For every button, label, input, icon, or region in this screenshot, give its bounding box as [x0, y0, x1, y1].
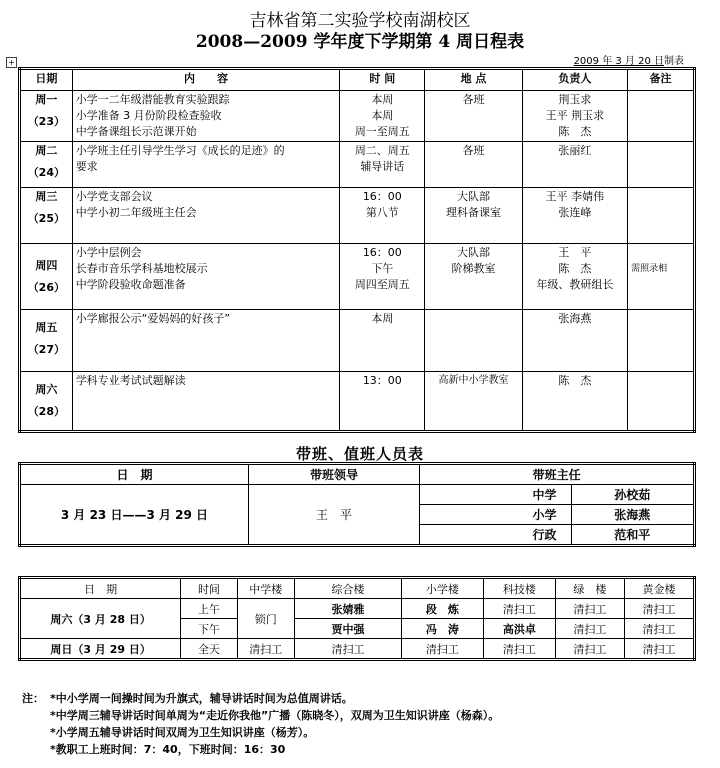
- day-label: 周二: [35, 144, 58, 157]
- content-cell: [72, 244, 340, 310]
- cleaning-header-row: [20, 578, 695, 599]
- cleaning-day-label: 周日（3 月 29 日）: [20, 639, 181, 660]
- cleaning-header: 绿 楼: [555, 578, 624, 599]
- note-cell: [628, 188, 695, 244]
- time-cell: [340, 310, 425, 372]
- cleaning-person: 清扫工: [555, 599, 624, 619]
- person-line: 陈 杰: [558, 125, 592, 138]
- schedule-row-fri: [20, 310, 695, 372]
- place-line: 高新中小学教室: [438, 375, 509, 386]
- duty-table-title: 带班、值班人员表: [295, 445, 424, 463]
- header-content: 内 容: [72, 69, 340, 91]
- duty-head-name: 范和平: [571, 525, 694, 546]
- duty-leader: 王 平: [248, 485, 419, 546]
- cleaning-person: 清扫工: [237, 639, 294, 660]
- place-cell: [425, 310, 522, 372]
- cleaning-zhongxue: 锁门: [237, 599, 294, 639]
- cleaning-person: 冯 涛: [402, 619, 484, 639]
- cleaning-header: 日 期: [20, 578, 181, 599]
- content-cell: [72, 91, 340, 142]
- content-cell: [72, 188, 340, 244]
- person-cell: [522, 372, 627, 432]
- duty-header-head: 带班主任: [420, 464, 695, 485]
- person-cell: [522, 310, 627, 372]
- time-line: 第八节: [365, 206, 399, 219]
- cleaning-person: 清扫工: [402, 639, 484, 660]
- time-line: 16：00: [362, 246, 402, 259]
- cleaning-header: 时间: [181, 578, 237, 599]
- schedule-title: 2008—2009 学年度下学期第 4 周日程表: [195, 32, 525, 52]
- day-cell: [20, 372, 73, 432]
- table-anchor-icon[interactable]: +: [6, 57, 17, 68]
- content-line: 小学党支部会议: [75, 190, 153, 203]
- place-line: 理科备课室: [446, 206, 502, 219]
- made-date-line: [574, 52, 684, 67]
- note-item: *教职工上班时间：7：40，下班时间：16：30: [50, 743, 286, 756]
- person-line: 年级、教研组长: [536, 278, 614, 291]
- time-cell: [340, 372, 425, 432]
- person-cell: [522, 142, 627, 188]
- notes-section: [22, 690, 499, 758]
- cleaning-person: 清扫工: [624, 639, 694, 660]
- cleaning-header: 综合楼: [294, 578, 401, 599]
- place-cell: [425, 91, 522, 142]
- cleaning-person: 清扫工: [483, 599, 555, 619]
- duty-dept: 小学: [420, 505, 571, 525]
- content-line: 小学廊报公示“爱妈妈的好孩子”: [75, 312, 231, 325]
- time-line: 辅导讲话: [360, 160, 405, 173]
- duty-header-row: [20, 464, 695, 485]
- day-cell: [20, 244, 73, 310]
- content-line: 中学备课组长示范课开始: [75, 125, 197, 138]
- day-number: （24）: [27, 166, 65, 179]
- person-line: 陈 杰: [558, 374, 592, 387]
- cleaning-time: 上午: [181, 599, 237, 619]
- content-line: 小学准备 3 月份阶段检查验收: [75, 109, 222, 122]
- schedule-row-thu: [20, 244, 695, 310]
- person-cell: [522, 91, 627, 142]
- day-cell: [20, 91, 73, 142]
- duty-row: [20, 485, 695, 505]
- duty-head-name: 孙校茹: [571, 485, 694, 505]
- made-suffix: 制表: [664, 56, 684, 67]
- day-number: （27）: [27, 343, 65, 356]
- cleaning-table: [18, 576, 696, 661]
- made-date: 2009 年 3 月 20 日: [573, 56, 664, 67]
- schedule-row-wed: [20, 188, 695, 244]
- notes-label: 注：: [22, 692, 44, 705]
- time-line: 本周: [371, 312, 394, 325]
- header-date: 日期: [20, 69, 73, 91]
- person-line: 王平 李婧伟: [545, 190, 605, 203]
- person-line: 陈 杰: [558, 262, 592, 275]
- header-person: 负责人: [522, 69, 627, 91]
- day-number: （26）: [27, 281, 65, 294]
- cleaning-person: 清扫工: [624, 619, 694, 639]
- content-line: 小学中层例会: [75, 246, 142, 259]
- person-cell: [522, 244, 627, 310]
- time-cell: [340, 91, 425, 142]
- schedule-row-mon: [20, 91, 695, 142]
- content-line: 长春市音乐学科基地校展示: [75, 262, 208, 275]
- cleaning-row-sun: [20, 639, 695, 660]
- time-line: 周四至周五: [354, 278, 410, 291]
- place-cell: [425, 142, 522, 188]
- place-cell: [425, 244, 522, 310]
- day-label: 周六: [35, 383, 58, 396]
- cleaning-person: 清扫工: [294, 639, 401, 660]
- content-line: 要求: [75, 160, 98, 173]
- cleaning-time: 全天: [181, 639, 237, 660]
- content-line: 中学阶段验收命题准备: [75, 278, 186, 291]
- day-cell: [20, 142, 73, 188]
- duty-dept: 中学: [420, 485, 571, 505]
- content-cell: [72, 142, 340, 188]
- duty-date-range: 3 月 23 日——3 月 29 日: [20, 485, 249, 546]
- place-line: 大队部: [457, 246, 491, 259]
- place-line: 各班: [462, 93, 485, 106]
- schedule-table: [18, 67, 696, 433]
- content-cell: [72, 372, 340, 432]
- schedule-row-sat: [20, 372, 695, 432]
- note-cell: [628, 91, 695, 142]
- place-line: 阶梯教室: [451, 262, 496, 275]
- day-cell: [20, 188, 73, 244]
- day-number: （28）: [27, 405, 65, 418]
- note-item: *中学周三辅导讲话时间单周为“走近你我他”广播（陈晓冬），双周为卫生知识讲座（杨森）。: [50, 709, 500, 722]
- place-cell: [425, 372, 522, 432]
- cleaning-person: 张婧雅: [294, 599, 401, 619]
- place-line: 大队部: [457, 190, 491, 203]
- header-place: 地 点: [425, 69, 522, 91]
- day-label: 周一: [35, 93, 58, 106]
- place-cell: [425, 188, 522, 244]
- time-line: 13：00: [362, 374, 402, 387]
- person-line: 王平 荆玉求: [545, 109, 605, 122]
- cleaning-header: 科技楼: [483, 578, 555, 599]
- duty-table: [18, 462, 696, 547]
- content-cell: [72, 310, 340, 372]
- cleaning-person: 高洪卓: [483, 619, 555, 639]
- day-label: 周四: [35, 259, 58, 272]
- note-cell: [628, 142, 695, 188]
- schedule-row-tue: [20, 142, 695, 188]
- content-line: 学科专业考试试题解读: [75, 374, 186, 387]
- person-line: 张丽红: [558, 144, 592, 157]
- person-line: 王 平: [558, 246, 592, 259]
- cleaning-person: 贾中强: [294, 619, 401, 639]
- cleaning-header: 黄金楼: [624, 578, 694, 599]
- note-line: 需照录相: [631, 264, 668, 274]
- duty-header-leader: 带班领导: [248, 464, 419, 485]
- content-line: 小学一二年级潜能教育实验跟踪: [75, 93, 230, 106]
- day-label: 周五: [35, 321, 58, 334]
- cleaning-person: 清扫工: [483, 639, 555, 660]
- time-cell: [340, 142, 425, 188]
- schedule-header-row: [20, 69, 695, 91]
- header-time: 时 间: [340, 69, 425, 91]
- header-note: 备注: [628, 69, 695, 91]
- time-line: 下午: [371, 262, 394, 275]
- time-line: 周二、周五: [354, 144, 410, 157]
- time-line: 周一至周五: [354, 125, 410, 138]
- cleaning-day-label: 周六（3 月 28 日）: [20, 599, 181, 639]
- person-line: 张海燕: [558, 312, 592, 325]
- cleaning-person: 清扫工: [555, 639, 624, 660]
- school-name: 吉林省第二实验学校南湖校区: [249, 11, 471, 31]
- cleaning-person: 清扫工: [555, 619, 624, 639]
- person-cell: [522, 188, 627, 244]
- day-label: 周三: [35, 190, 58, 203]
- cleaning-time: 下午: [181, 619, 237, 639]
- time-line: 16：00: [362, 190, 402, 203]
- content-line: 中学小初二年级班主任会: [75, 206, 197, 219]
- duty-head-name: 张海燕: [571, 505, 694, 525]
- time-cell: [340, 188, 425, 244]
- day-number: （23）: [27, 115, 65, 128]
- person-line: 荆玉求: [558, 93, 592, 106]
- time-cell: [340, 244, 425, 310]
- note-cell: [628, 372, 695, 432]
- cleaning-person: 清扫工: [624, 599, 694, 619]
- duty-dept: 行政: [420, 525, 571, 546]
- cleaning-row-sat-am: [20, 599, 695, 619]
- note-item: *小学周五辅导讲话时间双周为卫生知识讲座（杨芳）。: [50, 726, 315, 739]
- cleaning-header: 中学楼: [237, 578, 294, 599]
- note-item: *中小学周一间操时间为升旗式，辅导讲话时间为总值周讲话。: [50, 692, 353, 705]
- time-line: 本周: [371, 93, 394, 106]
- time-line: 本周: [371, 109, 394, 122]
- content-line: 小学班主任引导学生学习《成长的足迹》的: [75, 144, 285, 157]
- cleaning-header: 小学楼: [402, 578, 484, 599]
- day-number: （25）: [27, 212, 65, 225]
- duty-header-date: 日 期: [20, 464, 249, 485]
- note-cell: [628, 310, 695, 372]
- person-line: 张连峰: [558, 206, 592, 219]
- day-cell: [20, 310, 73, 372]
- place-line: 各班: [462, 144, 485, 157]
- cleaning-person: 段 炼: [402, 599, 484, 619]
- note-cell: [628, 244, 695, 310]
